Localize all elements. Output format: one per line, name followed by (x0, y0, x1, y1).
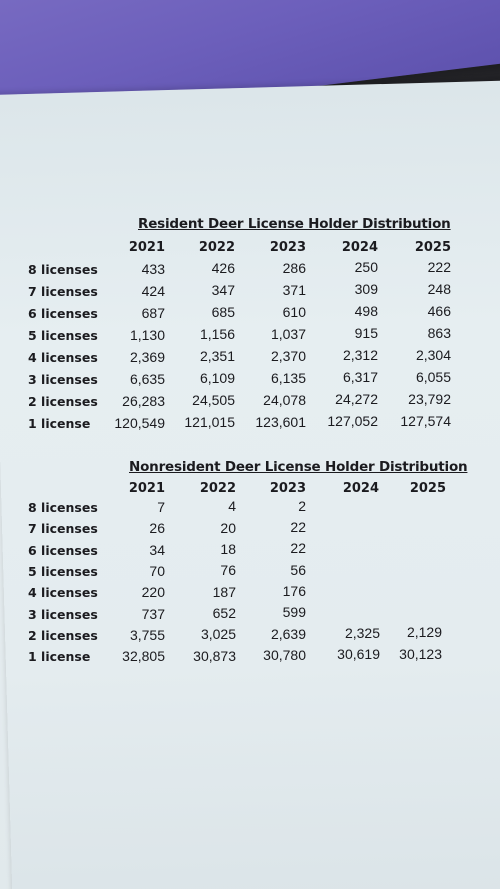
resident-table-cell: 222 (427, 258, 451, 275)
nonresident-table-cell: 599 (282, 604, 306, 621)
nonresident-table-cell: 2,325 (344, 625, 380, 641)
resident-table-cell: 286 (282, 259, 306, 276)
nonresident-table-cell: 22 (290, 540, 306, 557)
resident-table-cell: 120,549 (114, 415, 165, 431)
resident-table-cell: 424 (141, 283, 165, 299)
resident-year-header: 2024 (341, 240, 378, 255)
nonresident-year-header: 2021 (128, 481, 165, 496)
resident-table-cell: 6,055 (415, 368, 451, 385)
nonresident-row-label: 6 licenses (28, 542, 98, 558)
nonresident-year-header: 2024 (342, 481, 379, 496)
resident-table-cell: 24,272 (335, 391, 378, 408)
resident-table-cell: 6,635 (129, 371, 165, 387)
resident-table-cell: 2,312 (342, 347, 378, 364)
nonresident-row-label: 3 licenses (28, 606, 98, 622)
resident-row-label: 4 licenses (28, 350, 98, 365)
nonresident-table-cell: 187 (212, 583, 236, 600)
nonresident-row-label: 4 licenses (28, 585, 98, 601)
resident-year-header: 2025 (414, 240, 451, 255)
nonresident-table-cell: 22 (290, 519, 306, 536)
resident-table-cell: 127,574 (400, 412, 451, 429)
resident-table-cell: 1,156 (199, 326, 235, 343)
resident-table-cell: 121,015 (184, 414, 235, 431)
resident-table-cell: 687 (141, 305, 165, 321)
resident-table-cell: 2,369 (129, 349, 165, 365)
resident-table-cell: 6,317 (342, 369, 378, 386)
resident-year-header: 2023 (269, 240, 306, 255)
resident-row-label: 2 licenses (28, 394, 98, 409)
resident-table-cell: 863 (427, 324, 451, 341)
resident-table-cell: 685 (211, 304, 235, 321)
resident-table-cell: 23,792 (408, 390, 451, 407)
resident-row-label: 3 licenses (28, 372, 98, 387)
nonresident-table-cell: 652 (212, 604, 236, 621)
nonresident-table-cell: 30,123 (399, 645, 442, 662)
nonresident-table-cell: 70 (149, 562, 165, 579)
nonresident-table-cell: 3,755 (129, 626, 165, 643)
nonresident-table-cell: 56 (290, 561, 306, 578)
resident-table-cell: 915 (354, 325, 378, 342)
resident-year-header: 2022 (198, 240, 235, 255)
resident-table-cell: 347 (211, 282, 235, 299)
resident-table-cell: 2,351 (199, 348, 235, 365)
resident-table-cell: 24,078 (263, 391, 306, 408)
nonresident-year-header: 2023 (269, 481, 306, 496)
resident-row-label: 5 licenses (28, 328, 98, 343)
nonresident-row-label: 1 license (28, 649, 91, 665)
resident-table-cell: 426 (211, 260, 235, 277)
resident-row-label: 1 license (28, 416, 91, 431)
resident-table-cell: 24,505 (192, 392, 235, 409)
resident-table-cell: 371 (282, 281, 306, 298)
nonresident-table-cell: 34 (149, 541, 165, 558)
resident-table-cell: 123,601 (255, 413, 306, 430)
resident-table-cell: 250 (354, 259, 378, 276)
nonresident-table-cell: 30,619 (337, 646, 380, 663)
nonresident-table-cell: 30,873 (193, 647, 236, 664)
resident-table-cell: 2,370 (270, 347, 306, 364)
resident-table-cell: 26,283 (122, 393, 165, 409)
resident-table-cell: 248 (427, 280, 451, 297)
nonresident-year-header: 2022 (199, 481, 236, 496)
nonresident-row-label: 5 licenses (28, 563, 98, 579)
nonresident-table-cell: 18 (220, 541, 236, 557)
nonresident-table-cell: 76 (220, 562, 236, 579)
resident-table-title: Resident Deer License Holder Distribution (138, 216, 451, 232)
nonresident-table-cell: 2,129 (406, 624, 442, 641)
nonresident-table-cell: 32,805 (122, 648, 165, 665)
resident-row-label: 8 licenses (28, 262, 98, 277)
resident-row-label: 6 licenses (28, 306, 98, 321)
resident-table-cell: 309 (354, 281, 378, 298)
resident-table-cell: 127,052 (327, 413, 378, 430)
resident-table-cell: 433 (141, 261, 165, 277)
nonresident-table-cell: 737 (141, 605, 165, 622)
resident-table-cell: 466 (427, 302, 451, 319)
resident-row-label: 7 licenses (28, 284, 98, 299)
nonresident-table-cell: 20 (220, 519, 236, 536)
nonresident-row-label: 2 licenses (28, 627, 98, 643)
nonresident-row-label: 8 licenses (28, 500, 98, 515)
nonresident-year-header: 2025 (409, 481, 446, 496)
nonresident-table-cell: 220 (141, 584, 165, 601)
resident-table-cell: 2,304 (415, 346, 451, 363)
nonresident-table-title: Nonresident Deer License Holder Distribution (129, 459, 468, 475)
nonresident-table-cell: 4 (228, 498, 236, 515)
nonresident-table-cell: 3,025 (200, 626, 236, 643)
resident-table-cell: 6,135 (270, 369, 306, 386)
resident-table-cell: 1,130 (129, 327, 165, 343)
nonresident-table-cell: 26 (149, 520, 165, 537)
nonresident-table-cell: 2 (298, 497, 306, 514)
nonresident-table-cell: 7 (157, 499, 165, 515)
resident-table-cell: 610 (282, 303, 306, 320)
resident-table-cell: 1,037 (270, 325, 306, 342)
nonresident-row-label: 7 licenses (28, 521, 98, 537)
nonresident-table-cell: 30,780 (263, 646, 306, 663)
resident-table-cell: 6,109 (199, 370, 235, 387)
resident-table-cell: 498 (354, 303, 378, 320)
nonresident-table-cell: 2,639 (270, 625, 306, 642)
nonresident-table-cell: 176 (282, 583, 306, 599)
resident-year-header: 2021 (128, 240, 165, 255)
